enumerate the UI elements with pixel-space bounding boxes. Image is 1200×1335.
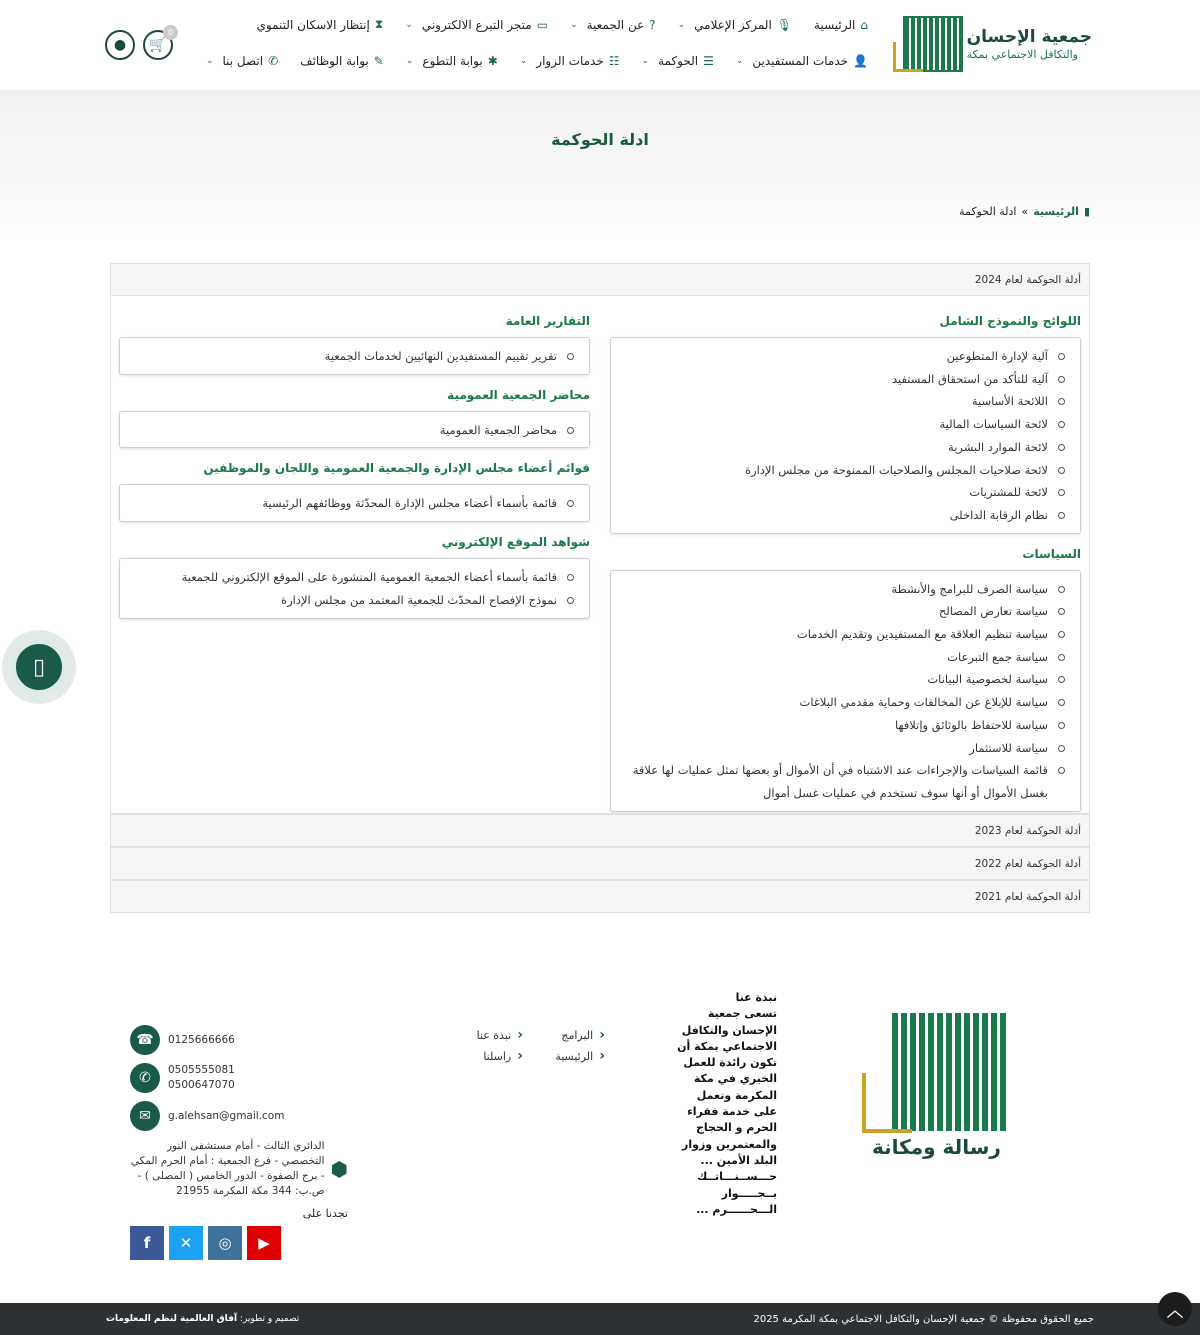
nav-item-question[interactable] [570, 18, 656, 32]
document-link[interactable]: نموذج الإفصاح المحدّث للجمعية المعتمد من مجلس الإدارة [128, 589, 577, 612]
footer-about-text: تسعى جمعية الإحسان والتكافل الاجتماعي بمكة أن تكون رائدة للعمل الخيري في مكة المكرمة وتعمل على خدمة فقراء الحرم و الحجاج والمعتمرين وزوار البلد الأمين ... حـــســنـــاتــك بــجـــــوار الـــحــــــرم ... [677, 1007, 777, 1216]
nav-item-label: عن الجمعية [586, 17, 645, 32]
page-title: ادلة الحوكمة [551, 130, 649, 149]
right-column [610, 314, 1081, 814]
footer-link[interactable] [533, 1048, 605, 1064]
document-link[interactable]: لائحة الموارد البشرية [619, 436, 1068, 459]
nav-item-label: خدمات المستفيدين [752, 54, 849, 68]
chevron-left-icon: ‹ [599, 1027, 605, 1043]
document-link[interactable]: لائحة للمشتريات [619, 481, 1068, 504]
footer-link[interactable] [451, 1048, 523, 1064]
instagram-icon[interactable]: ◎ [208, 1226, 242, 1260]
chevron-left-icon: ‹ [517, 1027, 523, 1043]
document-list-box [119, 411, 590, 449]
nav-item-microphone[interactable] [678, 18, 792, 32]
document-list [619, 578, 1068, 805]
copyright-text: جميع الحقوق محفوظة © جمعية الإحسان والتكافل الاجتماعي بمكة المكرمة 2025 [753, 1313, 1094, 1325]
map-pin-icon: ⬢ [330, 1157, 348, 1181]
footer-phone[interactable]: 0125666666 [168, 1033, 235, 1046]
document-link[interactable]: سياسة للاحتفاظ بالوثائق وإتلافها [619, 714, 1068, 737]
document-list-box [119, 484, 590, 522]
chevron-down-icon: ⌄ [205, 56, 214, 66]
section-title: قوائم أعضاء مجلس الإدارة والجمعية العمومية واللجان والموظفين [203, 461, 590, 476]
account-button[interactable] [105, 30, 135, 60]
floating-contact-button[interactable] [2, 630, 76, 704]
nav-item-label: متجر التبرع الالكتروني [421, 17, 532, 32]
footer-links [451, 1027, 605, 1064]
document-link[interactable]: سياسة تعارض المصالح [619, 600, 1068, 623]
scroll-to-top-button[interactable] [1158, 1292, 1192, 1326]
document-link[interactable]: محاضر الجمعية العمومية [128, 419, 577, 442]
logo-name-line1: جمعية الإحسان [966, 27, 1092, 48]
section-title: اللوائح والنموذج الشامل [939, 314, 1081, 328]
list-icon: ☰ [703, 54, 714, 68]
document-link[interactable]: سياسة تنظيم العلاقة مع المستفيدين وتقديم الخدمات [619, 623, 1068, 646]
document-link[interactable]: لائحة صلاحيات المجلس والصلاحيات الممنوحة من مجلس الإدارة [619, 459, 1068, 482]
developer-link[interactable]: آفاق العالمية لنظم المعلومات [106, 1314, 238, 1324]
logo-name-line2: والتكافل الاجتماعي بمكة [966, 47, 1078, 61]
section-title: السياسات [1022, 546, 1081, 561]
envelope-icon: ✉ [130, 1101, 160, 1131]
document-list [128, 345, 577, 368]
nav-item-hourglass[interactable] [257, 17, 384, 32]
telephone-icon: ☎ [130, 1025, 160, 1055]
main-nav-row2 [206, 54, 868, 68]
document-link[interactable]: قائمة بأسماء أعضاء مجلس الإدارة المحدّثة ووظائفهم الرئيسية [128, 492, 577, 515]
chevron-left-icon: ‹ [517, 1048, 523, 1064]
server-icon: ☷ [608, 54, 620, 68]
document-list [128, 492, 577, 515]
document-list-box [610, 570, 1081, 812]
document-list [128, 419, 577, 442]
cart-icon: 🛒 [149, 37, 167, 53]
nav-item-label: المركز الإعلامي [694, 17, 772, 32]
document-link[interactable]: سياسة الصرف للبرامج والأنشطة [619, 578, 1068, 601]
document-link[interactable]: اللائحة الأساسية [619, 390, 1068, 413]
follow-us-label: تجدنا على [302, 1207, 348, 1220]
accordion-panel-2024 [110, 296, 1090, 814]
governance-accordion [110, 263, 1090, 913]
chevron-up-icon: ︿ [1167, 1300, 1184, 1320]
document-list-box [119, 558, 590, 618]
microphone-icon: 🎙 [776, 17, 793, 32]
user-icon: ● [113, 37, 127, 53]
accordion-header-collapsed[interactable]: أدلة الحوكمة لعام 2022 [110, 847, 1090, 880]
document-link[interactable]: آلية للتأكد من استحقاق المستفيد [619, 368, 1068, 391]
nav-item-phone[interactable] [206, 54, 278, 68]
phone-icon: ✆ [130, 1063, 160, 1093]
footer-email[interactable]: g.alehsan@gmail.com [168, 1109, 285, 1122]
cart-count-badge: 0 [163, 25, 178, 40]
accordion-header-2024[interactable]: أدلة الحوكمة لعام 2024 [110, 263, 1090, 296]
footer-about-title: نبذة عنا [735, 991, 777, 1004]
chevron-down-icon: ⌄ [570, 19, 578, 30]
document-link[interactable]: قائمة بأسماء أعضاء الجمعية العمومية المنشورة على الموقع الإلكتروني للجمعية [128, 566, 577, 589]
footer-link-label: البرامج [561, 1028, 594, 1042]
nav-item-label: الحوكمة [658, 54, 699, 68]
site-header [0, 0, 1200, 90]
edit-icon: ✎ [373, 54, 384, 68]
hourglass-icon: ⧗ [374, 17, 384, 31]
document-list-box [119, 337, 590, 375]
chevron-down-icon: ⌄ [519, 56, 528, 66]
chevron-down-icon: ⌄ [735, 56, 744, 66]
section-title: التقارير العامة [505, 314, 590, 328]
chevron-left-icon: ‹ [599, 1048, 605, 1064]
site-logo[interactable] [882, 12, 1092, 76]
document-link[interactable]: سياسة للاستثمار [619, 737, 1068, 760]
document-link[interactable]: سياسة جمع التبرعات [619, 646, 1068, 669]
document-link[interactable]: سياسة للإبلاغ عن المخالفات وحماية مقدمي البلاغات [619, 691, 1068, 714]
copyright-bar [0, 1303, 1200, 1335]
developer-credit: تصميم و تطوير: آفاق العالمية لنظم المعلومات [106, 1314, 300, 1324]
section-title: شواهد الموقع الإلكتروني [441, 535, 590, 550]
logo-mark-icon [893, 14, 963, 74]
site-footer [0, 985, 1200, 1303]
youtube-icon[interactable]: ▶ [247, 1226, 281, 1260]
document-link[interactable]: تقرير تقييم المستفيدين النهائيين لخدمات الجمعية [128, 345, 577, 368]
chevron-down-icon: ⌄ [677, 19, 686, 30]
nav-item-label: خدمات الزوار [536, 54, 604, 68]
chevron-down-icon: ⌄ [405, 19, 413, 30]
breadcrumb-current: ادلة الحوكمة [959, 205, 1017, 218]
card-icon: ▭ [536, 17, 549, 32]
footer-link-label: الرئيسية [555, 1049, 594, 1063]
footer-about [677, 990, 777, 1218]
document-list-box [610, 337, 1081, 534]
bookmark-icon: ▮ [1083, 205, 1090, 218]
footer-mobile-2[interactable]: 0500647070 [168, 1079, 235, 1091]
nav-item-user[interactable] [736, 54, 868, 68]
section-title: محاضر الجمعية العمومية [447, 387, 590, 402]
main-nav-row1 [257, 17, 868, 32]
footer-mobile-1[interactable]: 0505555081 [168, 1064, 235, 1076]
document-link[interactable]: نظام الرقابة الداخلى [619, 504, 1068, 527]
mobile-phone-icon: ▯ [32, 654, 46, 680]
chevron-down-icon: ⌄ [405, 56, 414, 66]
breadcrumb [959, 205, 1090, 218]
footer-link[interactable] [533, 1027, 605, 1043]
phone-icon: ✆ [268, 54, 279, 68]
nav-item-label: اتصل بنا [222, 54, 264, 68]
person-icon: ✱ [487, 54, 498, 68]
nav-item-label: بوابة التطوع [422, 54, 483, 68]
document-link[interactable]: قائمة السياسات والإجراءات عند الاشتباه في أن الأموال أو بعضها تمثل عمليات لها علاقة بغسل الأموال أو أنها سوف تستخدم في عمليات غسل أموال [619, 759, 1068, 804]
nav-item-label: بوابة الوظائف [300, 54, 369, 68]
document-list [619, 345, 1068, 527]
accordion-header-collapsed[interactable]: أدلة الحوكمة لعام 2023 [110, 814, 1090, 847]
social-links [130, 1226, 348, 1260]
nav-item-list[interactable] [642, 54, 714, 68]
document-link[interactable]: لائحة السياسات المالية [619, 413, 1068, 436]
nav-item-label: الرئيسية [814, 17, 856, 32]
footer-link[interactable] [451, 1027, 523, 1043]
question-icon: ? [649, 17, 656, 32]
nav-item-card[interactable] [405, 18, 548, 32]
nav-item-server[interactable] [520, 54, 620, 68]
nav-item-person[interactable] [406, 54, 498, 68]
home-icon: ⌂ [860, 17, 868, 32]
footer-logo [862, 1013, 1010, 1163]
footer-link-label: راسلنا [483, 1049, 512, 1063]
nav-item-label: إنتظار الاسكان التنموي [256, 17, 370, 32]
nav-item-edit[interactable] [300, 54, 384, 68]
nav-item-home[interactable] [814, 18, 868, 32]
accordion-header-collapsed[interactable]: أدلة الحوكمة لعام 2021 [110, 880, 1090, 913]
user-icon: 👤 [853, 54, 868, 68]
breadcrumb-home-link[interactable]: الرئيسية [1033, 205, 1079, 218]
footer-link-label: نبذة عنا [476, 1028, 512, 1042]
breadcrumb-separator: » [1021, 205, 1029, 218]
footer-address: الدائري الثالث - أمام مستشفى النور التخصصي - فرع الجمعية : أمام الحرم المكي - برج الصفوة - الدور الخامس ( المصلى ) - ص.ب: 344 مكة المكرمة 21955 [130, 1140, 325, 1197]
chevron-down-icon: ⌄ [641, 56, 650, 66]
document-link[interactable]: آلية لإدارة المتطوعين [619, 345, 1068, 368]
facebook-icon[interactable]: f [130, 1226, 164, 1260]
x-icon[interactable]: ✕ [169, 1226, 203, 1260]
footer-logo-tagline: رسالة ومكانة [872, 1135, 1001, 1159]
left-column [119, 314, 590, 632]
document-link[interactable]: سياسة لخصوصية البيانات [619, 668, 1068, 691]
document-list [128, 566, 577, 611]
footer-contact [130, 1025, 348, 1260]
